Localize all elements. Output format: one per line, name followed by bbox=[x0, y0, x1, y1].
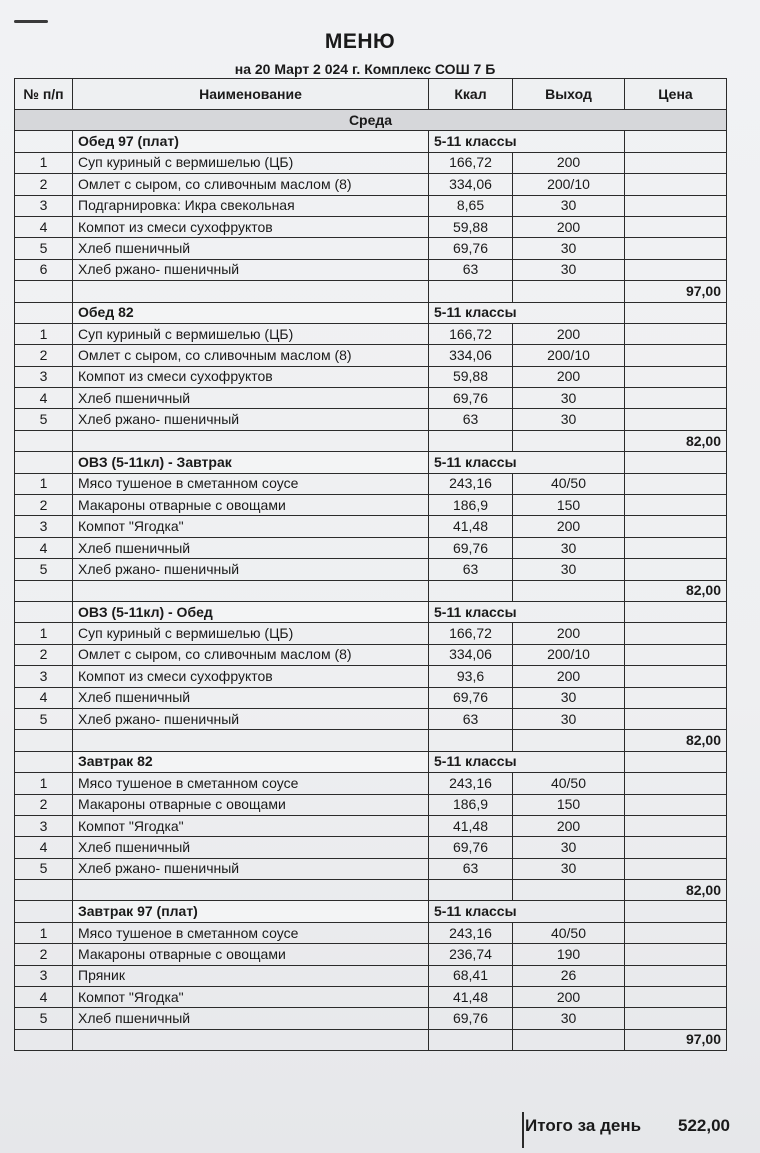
section-classes: 5-11 классы bbox=[429, 601, 625, 622]
item-output: 150 bbox=[513, 495, 625, 516]
item-output: 200 bbox=[513, 366, 625, 387]
item-price bbox=[625, 259, 727, 280]
table-row bbox=[15, 537, 727, 558]
table-row bbox=[15, 174, 727, 195]
item-name: Хлеб ржано- пшеничный bbox=[73, 559, 429, 580]
item-name: Хлеб пшеничный bbox=[73, 388, 429, 409]
item-output: 200 bbox=[513, 623, 625, 644]
dash-mark bbox=[14, 20, 48, 23]
day-total-divider bbox=[522, 1112, 524, 1148]
item-num: 5 bbox=[15, 858, 73, 879]
item-output: 200 bbox=[513, 323, 625, 344]
item-num: 2 bbox=[15, 345, 73, 366]
table-row bbox=[15, 259, 727, 280]
item-num: 5 bbox=[15, 409, 73, 430]
item-price bbox=[625, 152, 727, 173]
table-row bbox=[15, 987, 727, 1008]
section-num-cell bbox=[15, 901, 73, 922]
item-name: Хлеб пшеничный bbox=[73, 537, 429, 558]
section-total-row bbox=[15, 1029, 727, 1050]
col-header-price: Цена bbox=[625, 79, 727, 110]
item-kcal: 69,76 bbox=[429, 238, 513, 259]
item-name: Компот "Ягодка" bbox=[73, 815, 429, 836]
item-kcal: 243,16 bbox=[429, 922, 513, 943]
table-row bbox=[15, 858, 727, 879]
day-label: Среда bbox=[15, 110, 727, 131]
section-classes: 5-11 классы bbox=[429, 901, 625, 922]
day-row bbox=[15, 110, 727, 131]
item-price bbox=[625, 858, 727, 879]
item-kcal: 93,6 bbox=[429, 666, 513, 687]
section-name: ОВЗ (5-11кл) - Завтрак bbox=[73, 452, 429, 473]
section-total: 97,00 bbox=[625, 281, 727, 302]
item-kcal: 8,65 bbox=[429, 195, 513, 216]
item-price bbox=[625, 409, 727, 430]
item-num: 3 bbox=[15, 815, 73, 836]
section-total: 82,00 bbox=[625, 580, 727, 601]
item-name: Хлеб пшеничный bbox=[73, 687, 429, 708]
item-price bbox=[625, 623, 727, 644]
item-output: 190 bbox=[513, 944, 625, 965]
table-row bbox=[15, 623, 727, 644]
section-name: ОВЗ (5-11кл) - Обед bbox=[73, 601, 429, 622]
table-row bbox=[15, 944, 727, 965]
section-name: Обед 97 (плат) bbox=[73, 131, 429, 152]
item-name: Пряник bbox=[73, 965, 429, 986]
table-row bbox=[15, 794, 727, 815]
table-row bbox=[15, 559, 727, 580]
section-total-row bbox=[15, 430, 727, 451]
item-kcal: 166,72 bbox=[429, 323, 513, 344]
item-price bbox=[625, 687, 727, 708]
item-price bbox=[625, 644, 727, 665]
section-price-cell bbox=[625, 302, 727, 323]
item-price bbox=[625, 559, 727, 580]
item-kcal: 59,88 bbox=[429, 216, 513, 237]
item-name: Хлеб пшеничный bbox=[73, 238, 429, 259]
col-header-kcal: Ккал bbox=[429, 79, 513, 110]
total-blank-output bbox=[513, 1029, 625, 1050]
total-blank-kcal bbox=[429, 1029, 513, 1050]
section-header-row bbox=[15, 601, 727, 622]
item-kcal: 69,76 bbox=[429, 388, 513, 409]
item-output: 30 bbox=[513, 837, 625, 858]
day-total-value: 522,00 bbox=[678, 1116, 730, 1135]
menu-table-wrap bbox=[14, 78, 726, 1051]
section-name: Обед 82 bbox=[73, 302, 429, 323]
menu-body bbox=[15, 110, 727, 1051]
item-num: 2 bbox=[15, 174, 73, 195]
item-output: 30 bbox=[513, 238, 625, 259]
item-price bbox=[625, 195, 727, 216]
section-price-cell bbox=[625, 901, 727, 922]
item-price bbox=[625, 944, 727, 965]
total-blank-num bbox=[15, 730, 73, 751]
total-blank-name bbox=[73, 1029, 429, 1050]
col-header-name: Наименование bbox=[73, 79, 429, 110]
item-num: 3 bbox=[15, 366, 73, 387]
item-num: 4 bbox=[15, 216, 73, 237]
item-name: Макароны отварные с овощами bbox=[73, 944, 429, 965]
section-num-cell bbox=[15, 131, 73, 152]
item-output: 30 bbox=[513, 687, 625, 708]
item-kcal: 186,9 bbox=[429, 794, 513, 815]
item-price bbox=[625, 1008, 727, 1029]
item-output: 26 bbox=[513, 965, 625, 986]
item-kcal: 69,76 bbox=[429, 537, 513, 558]
item-price bbox=[625, 708, 727, 729]
section-price-cell bbox=[625, 751, 727, 772]
item-kcal: 63 bbox=[429, 409, 513, 430]
total-blank-num bbox=[15, 430, 73, 451]
section-total: 82,00 bbox=[625, 730, 727, 751]
item-num: 6 bbox=[15, 259, 73, 280]
page-title: МЕНЮ bbox=[324, 30, 396, 53]
item-num: 4 bbox=[15, 987, 73, 1008]
table-row bbox=[15, 473, 727, 494]
section-classes: 5-11 классы bbox=[429, 751, 625, 772]
col-header-num: № п/п bbox=[15, 79, 73, 110]
item-output: 200/10 bbox=[513, 345, 625, 366]
item-name: Хлеб ржано- пшеничный bbox=[73, 409, 429, 430]
section-header-row bbox=[15, 302, 727, 323]
total-blank-kcal bbox=[429, 580, 513, 601]
item-kcal: 69,76 bbox=[429, 1008, 513, 1029]
item-num: 4 bbox=[15, 537, 73, 558]
total-blank-num bbox=[15, 281, 73, 302]
item-kcal: 41,48 bbox=[429, 516, 513, 537]
item-kcal: 69,76 bbox=[429, 687, 513, 708]
item-name: Хлеб пшеничный bbox=[73, 1008, 429, 1029]
section-total-row bbox=[15, 880, 727, 901]
table-row bbox=[15, 238, 727, 259]
total-blank-output bbox=[513, 730, 625, 751]
item-output: 200/10 bbox=[513, 174, 625, 195]
item-output: 30 bbox=[513, 858, 625, 879]
item-output: 30 bbox=[513, 708, 625, 729]
item-price bbox=[625, 965, 727, 986]
item-kcal: 334,06 bbox=[429, 174, 513, 195]
item-output: 40/50 bbox=[513, 773, 625, 794]
item-kcal: 69,76 bbox=[429, 837, 513, 858]
section-num-cell bbox=[15, 601, 73, 622]
item-output: 30 bbox=[513, 1008, 625, 1029]
item-output: 40/50 bbox=[513, 922, 625, 943]
item-price bbox=[625, 537, 727, 558]
section-price-cell bbox=[625, 131, 727, 152]
total-blank-kcal bbox=[429, 281, 513, 302]
table-row bbox=[15, 216, 727, 237]
item-output: 40/50 bbox=[513, 473, 625, 494]
item-name: Компот из смеси сухофруктов bbox=[73, 216, 429, 237]
day-total bbox=[525, 1116, 740, 1136]
item-num: 2 bbox=[15, 944, 73, 965]
item-output: 200 bbox=[513, 216, 625, 237]
table-row bbox=[15, 922, 727, 943]
item-price bbox=[625, 366, 727, 387]
total-blank-output bbox=[513, 430, 625, 451]
item-price bbox=[625, 837, 727, 858]
section-classes: 5-11 классы bbox=[429, 452, 625, 473]
item-kcal: 186,9 bbox=[429, 495, 513, 516]
col-header-output: Выход bbox=[513, 79, 625, 110]
item-num: 2 bbox=[15, 644, 73, 665]
item-num: 5 bbox=[15, 559, 73, 580]
item-kcal: 63 bbox=[429, 708, 513, 729]
item-name: Хлеб пшеничный bbox=[73, 837, 429, 858]
item-price bbox=[625, 473, 727, 494]
item-kcal: 63 bbox=[429, 559, 513, 580]
item-price bbox=[625, 345, 727, 366]
item-kcal: 41,48 bbox=[429, 987, 513, 1008]
table-row bbox=[15, 516, 727, 537]
section-num-cell bbox=[15, 452, 73, 473]
total-blank-kcal bbox=[429, 880, 513, 901]
item-name: Суп куриный с вермишелью (ЦБ) bbox=[73, 623, 429, 644]
item-num: 1 bbox=[15, 473, 73, 494]
table-row bbox=[15, 965, 727, 986]
item-kcal: 41,48 bbox=[429, 815, 513, 836]
item-output: 30 bbox=[513, 388, 625, 409]
item-kcal: 236,74 bbox=[429, 944, 513, 965]
item-output: 200 bbox=[513, 987, 625, 1008]
item-kcal: 68,41 bbox=[429, 965, 513, 986]
item-name: Омлет с сыром, со сливочным маслом (8) bbox=[73, 644, 429, 665]
total-blank-name bbox=[73, 580, 429, 601]
item-price bbox=[625, 666, 727, 687]
table-row bbox=[15, 388, 727, 409]
section-price-cell bbox=[625, 601, 727, 622]
table-row bbox=[15, 815, 727, 836]
section-total-row bbox=[15, 580, 727, 601]
item-num: 4 bbox=[15, 837, 73, 858]
total-blank-num bbox=[15, 580, 73, 601]
section-classes: 5-11 классы bbox=[429, 131, 625, 152]
item-price bbox=[625, 794, 727, 815]
item-price bbox=[625, 238, 727, 259]
item-output: 30 bbox=[513, 537, 625, 558]
total-blank-name bbox=[73, 281, 429, 302]
item-num: 3 bbox=[15, 195, 73, 216]
item-num: 1 bbox=[15, 323, 73, 344]
total-blank-output bbox=[513, 281, 625, 302]
item-name: Мясо тушеное в сметанном соусе bbox=[73, 473, 429, 494]
item-price bbox=[625, 495, 727, 516]
section-num-cell bbox=[15, 302, 73, 323]
item-name: Подгарнировка: Икра свекольная bbox=[73, 195, 429, 216]
section-num-cell bbox=[15, 751, 73, 772]
item-name: Мясо тушеное в сметанном соусе bbox=[73, 922, 429, 943]
item-output: 200 bbox=[513, 815, 625, 836]
table-row bbox=[15, 409, 727, 430]
item-name: Омлет с сыром, со сливочным маслом (8) bbox=[73, 345, 429, 366]
item-price bbox=[625, 174, 727, 195]
item-name: Компот "Ягодка" bbox=[73, 516, 429, 537]
item-name: Хлеб ржано- пшеничный bbox=[73, 259, 429, 280]
section-name: Завтрак 97 (плат) bbox=[73, 901, 429, 922]
item-name: Суп куриный с вермишелью (ЦБ) bbox=[73, 152, 429, 173]
item-price bbox=[625, 323, 727, 344]
table-row bbox=[15, 666, 727, 687]
item-price bbox=[625, 516, 727, 537]
item-kcal: 334,06 bbox=[429, 644, 513, 665]
item-output: 150 bbox=[513, 794, 625, 815]
item-kcal: 166,72 bbox=[429, 152, 513, 173]
section-name: Завтрак 82 bbox=[73, 751, 429, 772]
table-row bbox=[15, 195, 727, 216]
item-output: 30 bbox=[513, 259, 625, 280]
table-row bbox=[15, 773, 727, 794]
total-blank-name bbox=[73, 430, 429, 451]
table-row bbox=[15, 708, 727, 729]
table-row bbox=[15, 644, 727, 665]
item-price bbox=[625, 815, 727, 836]
section-total: 82,00 bbox=[625, 430, 727, 451]
total-blank-output bbox=[513, 580, 625, 601]
item-num: 2 bbox=[15, 794, 73, 815]
item-price bbox=[625, 987, 727, 1008]
total-blank-num bbox=[15, 1029, 73, 1050]
item-num: 4 bbox=[15, 388, 73, 409]
item-output: 30 bbox=[513, 409, 625, 430]
item-kcal: 63 bbox=[429, 858, 513, 879]
section-classes: 5-11 классы bbox=[429, 302, 625, 323]
section-price-cell bbox=[625, 452, 727, 473]
page-subtitle: на 20 Март 2 024 г. Комплекс СОШ 7 Б bbox=[234, 61, 496, 77]
item-num: 5 bbox=[15, 708, 73, 729]
section-header-row bbox=[15, 901, 727, 922]
total-blank-output bbox=[513, 880, 625, 901]
item-num: 5 bbox=[15, 238, 73, 259]
item-name: Омлет с сыром, со сливочным маслом (8) bbox=[73, 174, 429, 195]
item-price bbox=[625, 216, 727, 237]
item-num: 2 bbox=[15, 495, 73, 516]
item-num: 1 bbox=[15, 152, 73, 173]
total-blank-kcal bbox=[429, 430, 513, 451]
header-row bbox=[15, 79, 727, 110]
item-num: 1 bbox=[15, 922, 73, 943]
item-price bbox=[625, 773, 727, 794]
item-name: Макароны отварные с овощами bbox=[73, 794, 429, 815]
item-output: 200 bbox=[513, 152, 625, 173]
section-header-row bbox=[15, 751, 727, 772]
section-total-row bbox=[15, 281, 727, 302]
item-kcal: 243,16 bbox=[429, 473, 513, 494]
table-row bbox=[15, 152, 727, 173]
item-num: 5 bbox=[15, 1008, 73, 1029]
item-kcal: 59,88 bbox=[429, 366, 513, 387]
total-blank-name bbox=[73, 880, 429, 901]
item-num: 4 bbox=[15, 687, 73, 708]
item-num: 3 bbox=[15, 666, 73, 687]
section-total: 97,00 bbox=[625, 1029, 727, 1050]
item-num: 1 bbox=[15, 773, 73, 794]
total-blank-kcal bbox=[429, 730, 513, 751]
item-output: 200/10 bbox=[513, 644, 625, 665]
item-name: Суп куриный с вермишелью (ЦБ) bbox=[73, 323, 429, 344]
table-row bbox=[15, 1008, 727, 1029]
item-kcal: 243,16 bbox=[429, 773, 513, 794]
item-name: Хлеб ржано- пшеничный bbox=[73, 708, 429, 729]
item-num: 1 bbox=[15, 623, 73, 644]
total-blank-name bbox=[73, 730, 429, 751]
item-output: 30 bbox=[513, 195, 625, 216]
item-name: Макароны отварные с овощами bbox=[73, 495, 429, 516]
item-kcal: 166,72 bbox=[429, 623, 513, 644]
item-output: 30 bbox=[513, 559, 625, 580]
item-kcal: 334,06 bbox=[429, 345, 513, 366]
item-name: Компот из смеси сухофруктов bbox=[73, 666, 429, 687]
item-output: 200 bbox=[513, 666, 625, 687]
table-row bbox=[15, 837, 727, 858]
table-row bbox=[15, 366, 727, 387]
item-price bbox=[625, 922, 727, 943]
item-price bbox=[625, 388, 727, 409]
item-num: 3 bbox=[15, 965, 73, 986]
section-header-row bbox=[15, 452, 727, 473]
table-row bbox=[15, 687, 727, 708]
item-kcal: 63 bbox=[429, 259, 513, 280]
menu-table bbox=[14, 78, 727, 1051]
section-total: 82,00 bbox=[625, 880, 727, 901]
item-name: Мясо тушеное в сметанном соусе bbox=[73, 773, 429, 794]
item-num: 3 bbox=[15, 516, 73, 537]
item-output: 200 bbox=[513, 516, 625, 537]
item-name: Компот "Ягодка" bbox=[73, 987, 429, 1008]
item-name: Компот из смеси сухофруктов bbox=[73, 366, 429, 387]
total-blank-num bbox=[15, 880, 73, 901]
table-row bbox=[15, 345, 727, 366]
item-name: Хлеб ржано- пшеничный bbox=[73, 858, 429, 879]
section-header-row bbox=[15, 131, 727, 152]
table-row bbox=[15, 495, 727, 516]
section-total-row bbox=[15, 730, 727, 751]
day-total-label: Итого за день bbox=[525, 1116, 642, 1135]
table-row bbox=[15, 323, 727, 344]
